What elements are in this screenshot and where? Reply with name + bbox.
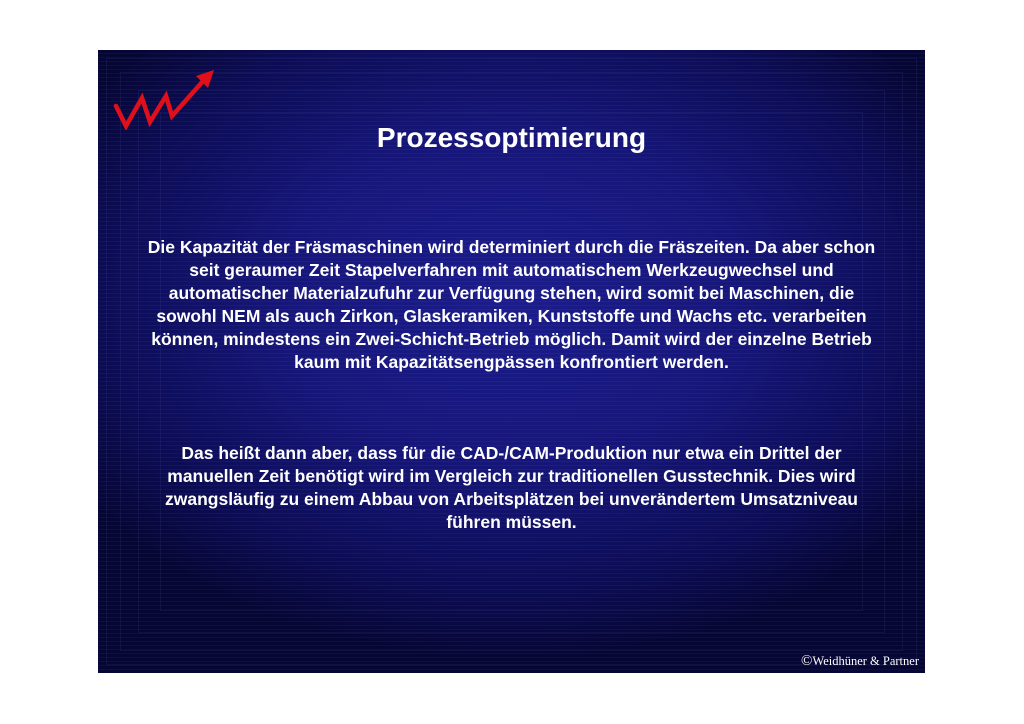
body-paragraph-capacity: Die Kapazität der Fräsmaschinen wird determiniert durch die Fräszeiten. Da aber schon seit geraumer Zeit Stapelverfahren mit automatischem Werkzeugwechsel und automatischer Materialzufuhr zur Verfügung stehen, wird somit bei Maschinen, die sowohl NEM als auch Zirkon, Glaskeramiken, Kunststoffe und Wachs etc. verarbeiten können, mindestens ein Zwei-Schicht-Betrieb möglich. Damit wird der einzelne Betrieb kaum mit Kapazitätsengpässen konfrontiert werden. bbox=[147, 237, 876, 372]
copyright-symbol: © bbox=[800, 653, 813, 669]
slide-title: Prozessoptimierung bbox=[376, 122, 647, 153]
copyright-text: Weidhüner & Partner bbox=[812, 654, 919, 668]
body-paragraph-consequences: Das heißt dann aber, dass für die CAD-/CAM-Produktion nur etwa ein Drittel der manuellen Zeit benötigt wird im Vergleich zur traditionellen Gusstechnik. Dies wird zwangsläufig zu einem Abbau von Arbeitsplätzen bei unverändertem Umsatzniveau führen müssen. bbox=[164, 443, 858, 532]
copyright-notice bbox=[801, 653, 919, 669]
presentation-slide bbox=[98, 50, 925, 673]
